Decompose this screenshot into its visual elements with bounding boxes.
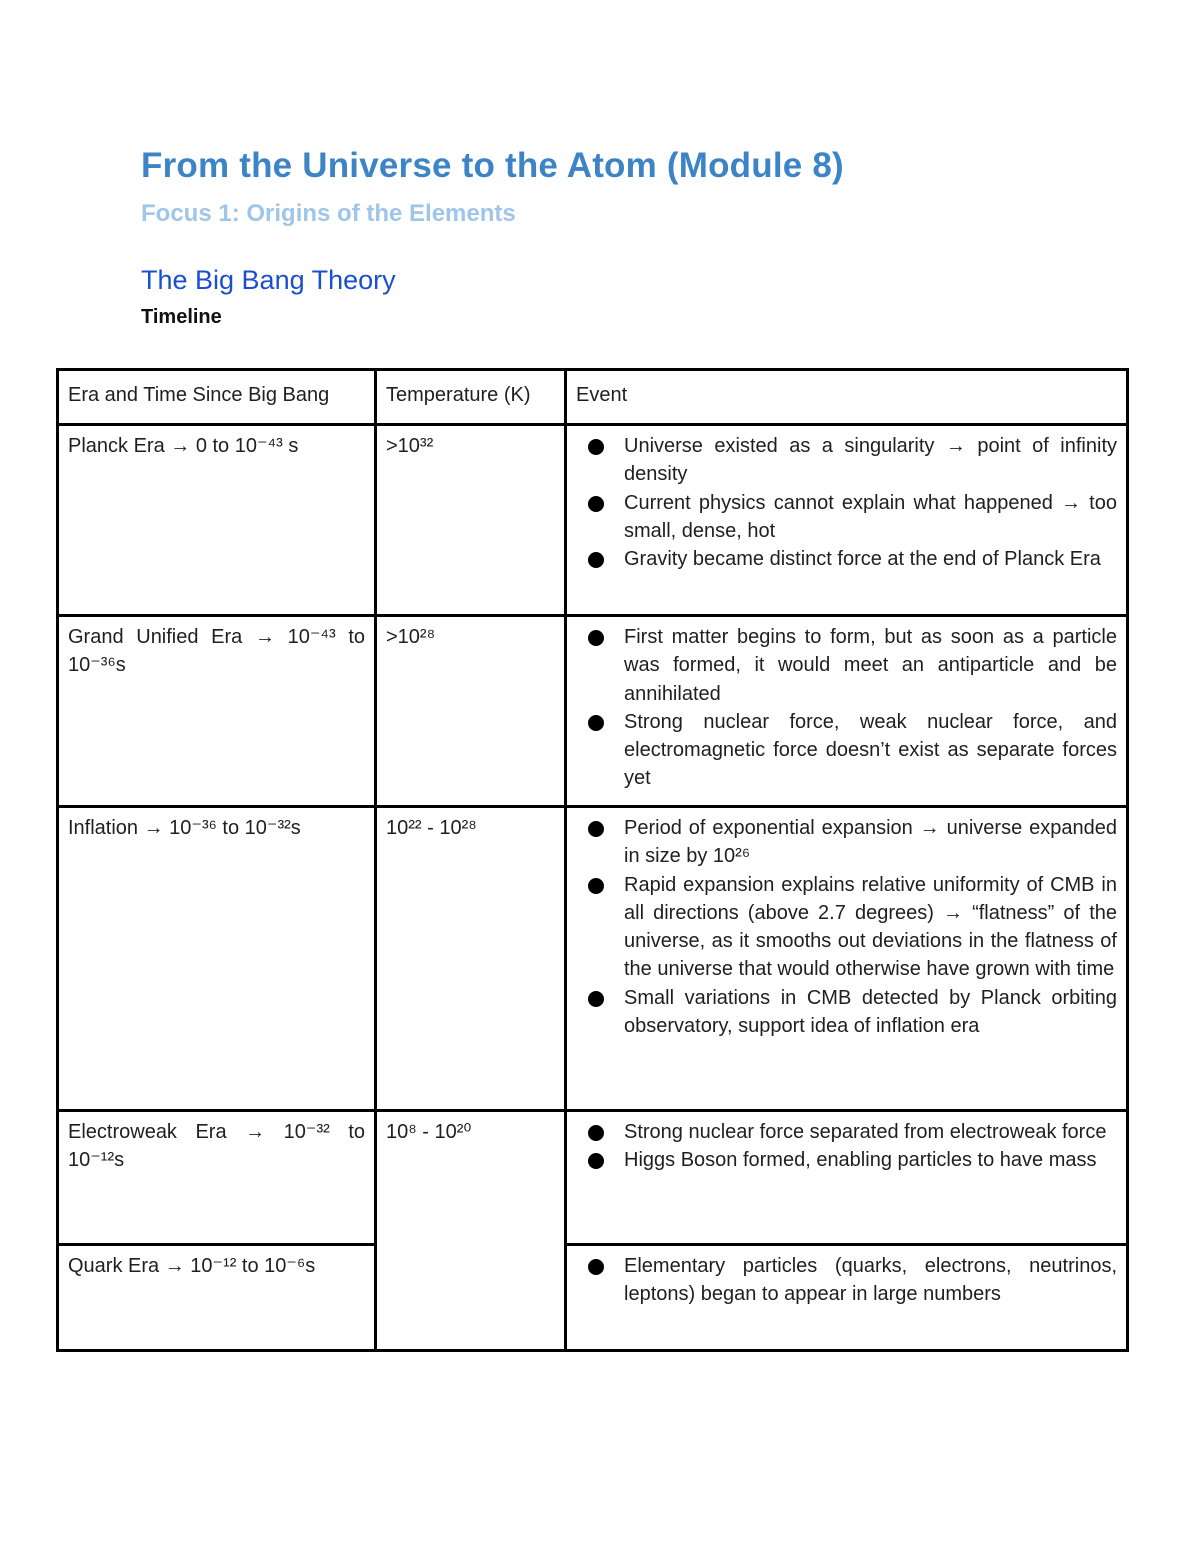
event-bullet: Rapid expansion explains relative uniformity of CMB in all directions (above 2.7 degrees) → “flatness” of the universe, as it smooths out deviations in the flatness of the universe that would otherwise have grown with time bbox=[624, 871, 1117, 984]
header-era: Era and Time Since Big Bang bbox=[58, 370, 376, 425]
event-bullet: Universe existed as a singularity → point of infinity density bbox=[624, 432, 1117, 489]
event-cell bbox=[566, 425, 1128, 616]
header-temperature: Temperature (K) bbox=[376, 370, 566, 425]
event-bullet: Strong nuclear force separated from electroweak force bbox=[624, 1118, 1117, 1146]
event-bullet: Gravity became distinct force at the end of Planck Era bbox=[624, 545, 1117, 573]
table-row bbox=[58, 807, 1128, 1111]
event-cell bbox=[566, 1245, 1128, 1351]
event-bullet: Current physics cannot explain what happened → too small, dense, hot bbox=[624, 489, 1117, 546]
temperature-cell: >10³² bbox=[376, 425, 566, 616]
table-header-row bbox=[58, 370, 1128, 425]
timeline-table bbox=[56, 368, 1129, 1352]
focus-heading: Focus 1: Origins of the Elements bbox=[141, 200, 516, 227]
era-cell: Planck Era → 0 to 10⁻⁴³ s bbox=[58, 425, 376, 616]
event-bullet: Higgs Boson formed, enabling particles to have mass bbox=[624, 1146, 1117, 1174]
subsection-heading: Timeline bbox=[141, 306, 222, 328]
era-cell: Inflation → 10⁻³⁶ to 10⁻³²s bbox=[58, 807, 376, 1111]
header-event: Event bbox=[566, 370, 1128, 425]
table-row bbox=[58, 616, 1128, 807]
page-title: From the Universe to the Atom (Module 8) bbox=[141, 146, 844, 185]
event-bullet: Small variations in CMB detected by Planck orbiting observatory, support idea of inflation era bbox=[624, 984, 1117, 1041]
event-cell bbox=[566, 807, 1128, 1111]
section-heading: The Big Bang Theory bbox=[141, 265, 396, 295]
event-bullet: Strong nuclear force, weak nuclear force, and electromagnetic force doesn’t exist as separate forces yet bbox=[624, 708, 1117, 793]
temperature-cell: >10²⁸ bbox=[376, 616, 566, 807]
event-cell bbox=[566, 616, 1128, 807]
event-bullet: Elementary particles (quarks, electrons, neutrinos, leptons) began to appear in large numbers bbox=[624, 1252, 1117, 1309]
table-row bbox=[58, 1111, 1128, 1245]
event-bullet: Period of exponential expansion → universe expanded in size by 10²⁶ bbox=[624, 814, 1117, 871]
table-row bbox=[58, 1245, 1128, 1351]
era-cell: Electroweak Era → 10⁻³² to 10⁻¹²s bbox=[58, 1111, 376, 1245]
temperature-cell: 10²² - 10²⁸ bbox=[376, 807, 566, 1111]
era-cell: Quark Era → 10⁻¹² to 10⁻⁶s bbox=[58, 1245, 376, 1351]
era-cell: Grand Unified Era → 10⁻⁴³ to 10⁻³⁶s bbox=[58, 616, 376, 807]
temperature-cell: 10⁸ - 10²⁰ bbox=[376, 1111, 566, 1351]
table-row bbox=[58, 425, 1128, 616]
event-bullet: First matter begins to form, but as soon as a particle was formed, it would meet an antiparticle and be annihilated bbox=[624, 623, 1117, 708]
event-cell bbox=[566, 1111, 1128, 1245]
